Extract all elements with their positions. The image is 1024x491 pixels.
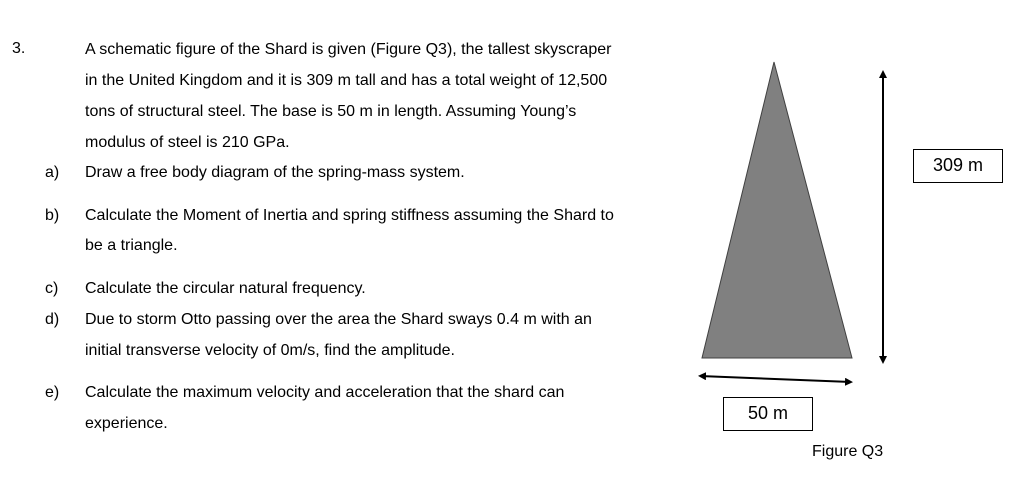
base-label-box: 50 m [723,397,813,431]
part-b-line-2: be a triangle. [85,237,178,254]
part-b-label: b) [45,207,60,224]
part-a-label: a) [45,164,60,181]
part-d-line-2: initial transverse velocity of 0m/s, find the amplitude. [85,342,455,359]
intro-line-3: tons of structural steel. The base is 50 m in length. Assuming Young’s [85,103,577,120]
intro-line-2: in the United Kingdom and it is 309 m tall and has a total weight of 12,500 [85,72,608,89]
part-b-line-1: Calculate the Moment of Inertia and spring stiffness assuming the Shard to [85,207,614,224]
part-a-line-1: Draw a free body diagram of the spring-mass system. [85,164,465,181]
part-e-label: e) [45,384,60,401]
question-number: 3. [12,40,26,57]
part-e-line-1: Calculate the maximum velocity and acceleration that the shard can [85,384,565,401]
base-dimension-arrow [700,376,851,382]
part-d-label: d) [45,311,60,328]
part-e-line-2: experience. [85,415,168,432]
intro-line-1: A schematic figure of the Shard is given (Figure Q3), the tallest skyscraper [85,41,612,58]
part-c-label: c) [45,280,59,297]
part-c-line-1: Calculate the circular natural frequency. [85,280,366,297]
intro-line-4: modulus of steel is 210 GPa. [85,134,290,151]
height-label-box: 309 m [913,149,1003,183]
shard-triangle [702,62,852,358]
figure-caption: Figure Q3 [812,443,884,460]
part-d-line-1: Due to storm Otto passing over the area the Shard sways 0.4 m with an [85,311,592,328]
